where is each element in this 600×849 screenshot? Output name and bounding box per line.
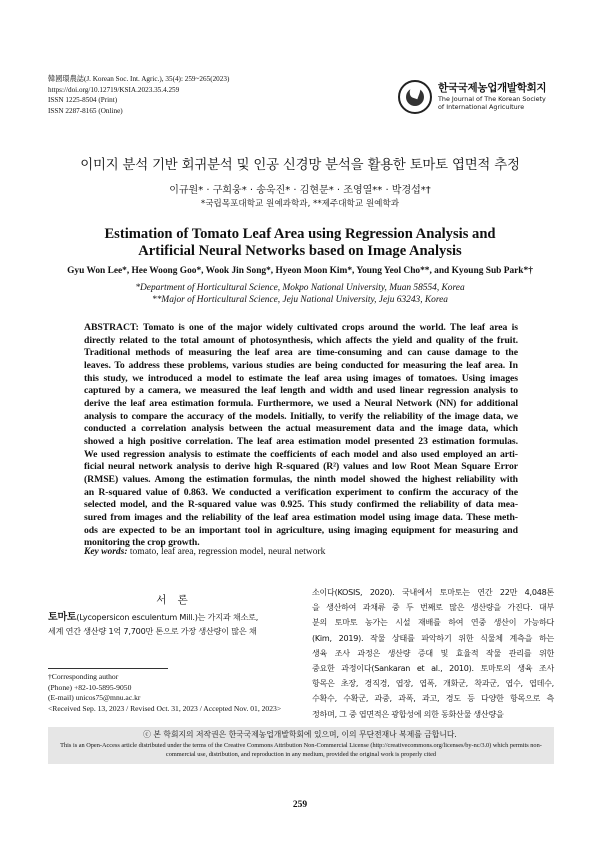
intro-right-line: 정하며, 그 중 엽면적은 광합성에 의한 동화산물 생산량을 [312, 709, 504, 719]
journal-header [48, 74, 229, 116]
abstract-line: directly related to the total amount of photosynthesis, which affects the yield and quality of the fruit. [84, 334, 518, 346]
society-name-kr: 한국국제농업개발학회지 [438, 82, 547, 94]
affiliation-korean: *국립목포대학교 원예과학과, **제주대학교 원예학과 [200, 199, 400, 209]
intro-right-line: 을 생산하여 과채류 중 두 번째로 많은 생산량을 가진다. 대부 [312, 603, 554, 613]
title-korean: 이미지 분석 기반 회귀분석 및 인공 신경망 분석을 활용한 토마토 엽면적 추정 [80, 158, 520, 173]
keywords [84, 547, 325, 557]
society-name-en: The Journal of The Korean Society of International Agriculture [438, 95, 546, 112]
intro-line-2: 세계 연간 생산량 1억 7,700만 톤으로 가장 생산량이 많은 채 [48, 625, 257, 636]
page-number: 259 [292, 800, 308, 810]
intro-right-line: 분의 토마토 농가는 시설 재배를 하여 연중 생산이 가능하다 [312, 618, 554, 628]
keywords-list: tomato, leaf area, regression model, neural network [129, 547, 326, 557]
abstract-line: ods are expected to be an important tool in agriculture, using imaging equipment for measuring and [84, 524, 518, 536]
intro-left-column [48, 611, 288, 638]
intro-first-word: 토마토 [48, 612, 77, 623]
issn-print: ISSN 1225-8504 (Print) [48, 96, 118, 104]
title-english: Estimation of Tomato Leaf Area using Regression Analysis and Artificial Neural Networks based on Image Analysis [104, 226, 496, 259]
keywords-label: Key words: [84, 547, 128, 557]
abstract-line: selected model, and the R-squared value was 0.925. This study confirmed the reliability of data mea- [84, 499, 518, 511]
society-logo [398, 80, 558, 120]
affiliation-english: *Department of Horticultural Science, Mokpo National University, Muan 58554, Korea **Major of Horticultural Science, Jeju National University, Jeju 63243, Korea [135, 283, 465, 306]
footnote-rule [48, 668, 168, 669]
footnote-line: (E-mail) unicos75@mnu.ac.kr [48, 693, 141, 703]
footnote-line: (Phone) +82-10-5895-9050 [48, 682, 132, 692]
abstract-line: ficial neural network analysis to derive high R-squared (R²) values and low Root Mean Square Error [84, 461, 518, 473]
copyright-notice: ⓒ 본 학회지의 저작권은 한국국제농업개발학회에 있으며, 이의 무단전재나 복제를 금합니다. [143, 730, 457, 739]
footnotes [48, 672, 281, 714]
authors-korean: 이규원* · 구희웅* · 송욱진* · 김현문* · 조영열** · 박경섭*† [169, 185, 431, 196]
abstract-line: derive the leaf area estimation formula. Furthermore, we used a Neural Network (NN) for additional [84, 397, 518, 409]
abstract-line: ABSTRACT: Tomato is one of the major widely cultivated crops around the world. The leaf area is [84, 322, 518, 333]
intro-right-line: 수확수, 수확군, 과중, 과폭, 과고, 경도 등 다양한 항목으로 측 [312, 694, 554, 704]
intro-right-column [312, 585, 554, 722]
doi-link[interactable]: https://doi.org/10.12719/KSIA.2023.35.4.259 [48, 85, 180, 94]
abstract-line: an R-squared value of 0.863. We conducted a verification experiment to confirm the accuracy of the [84, 486, 518, 498]
abstract-line: sured from images and the reliability of the leaf area estimation model using image data. These meth- [84, 511, 518, 523]
issn-online: ISSN 2287-8165 (Online) [48, 106, 123, 115]
intro-right-line: 중요한 과정이다(Sankaran et al., 2010). 토마토의 생육 조사 [312, 664, 554, 674]
authors-english: Gyu Won Lee*, Hee Woong Goo*, Wook Jin Song*, Hyeon Moon Kim*, Young Yeol Cho**, and Kyoung Sub Park*† [67, 266, 533, 276]
section-heading-introduction: 서 론 [156, 594, 192, 606]
intro-right-line: 소이다(KOSIS, 2020). 국내에서 토마토는 연간 22만 4,048톤 [312, 588, 554, 597]
intro-line-1: (Lycopersicon esculentum Mill.)는 가지과 채소로, [76, 612, 259, 622]
footnote-line: <Received Sep. 13, 2023 / Revised Oct. 31, 2023 / Accepted Nov. 01, 2023> [48, 703, 282, 713]
journal-citation: 韓國環農誌(J. Korean Soc. Int. Agric.), 35(4): 259~265(2023) [48, 75, 230, 83]
abstract [84, 322, 518, 550]
society-emblem-icon [398, 80, 432, 114]
abstract-line: captured by a camera, we measured the leaf length and width and used linear regression analysis to [84, 385, 518, 397]
abstract-line: conducted a correlation analysis between the actual measurement data and the image data, which [84, 423, 518, 435]
abstract-line: this study, we introduced a model to estimate the leaf area using images of tomatoes. Using images [84, 372, 518, 384]
intro-right-line: 생육 조사 과정은 생산량 증대 및 효율적 작물 관리를 위한 [312, 648, 554, 658]
abstract-line: We used regression analysis to estimate the coefficients of each model and also used employed an arti- [84, 448, 518, 460]
open-access-notice: This is an Open-Access article distributed under the terms of the Creative Commons Attribution Non-Commercial License (http://creativecommons.org/licenses/by-nc/3.0) which permits non-commercial use, distribution, and reproduction in any medium, provided the original work is properly cited [60, 742, 542, 758]
intro-right-line: (Kim, 2019). 작물 상태를 파악하기 위한 식물체 계측을 하는 [312, 633, 554, 643]
footnote-line: †Corresponding author [48, 672, 119, 681]
abstract-line: leaves. To address these problems, various studies are being conducted for measuring the leaf area. In [84, 359, 518, 371]
abstract-line: Traditional methods of measuring the leaf area are time-consuming and can cause damage to the [84, 347, 518, 359]
abstract-line: (RMSE) values. Among the estimation formulas, the ninth model showed the highest reliability with [84, 473, 518, 485]
abstract-line: showed a high positive correlation. The leaf area estimation model presented 23 estimation formulas. [84, 435, 518, 447]
intro-right-line: 항목은 초장, 경직경, 엽장, 엽폭, 개화군, 착과군, 엽수, 엽데수, [312, 679, 554, 689]
abstract-line: monitoring the crop growth. [84, 537, 200, 549]
abstract-line: analysis to compare the accuracy of the models. Initially, to verify the reliability of the image data, we [84, 410, 518, 422]
